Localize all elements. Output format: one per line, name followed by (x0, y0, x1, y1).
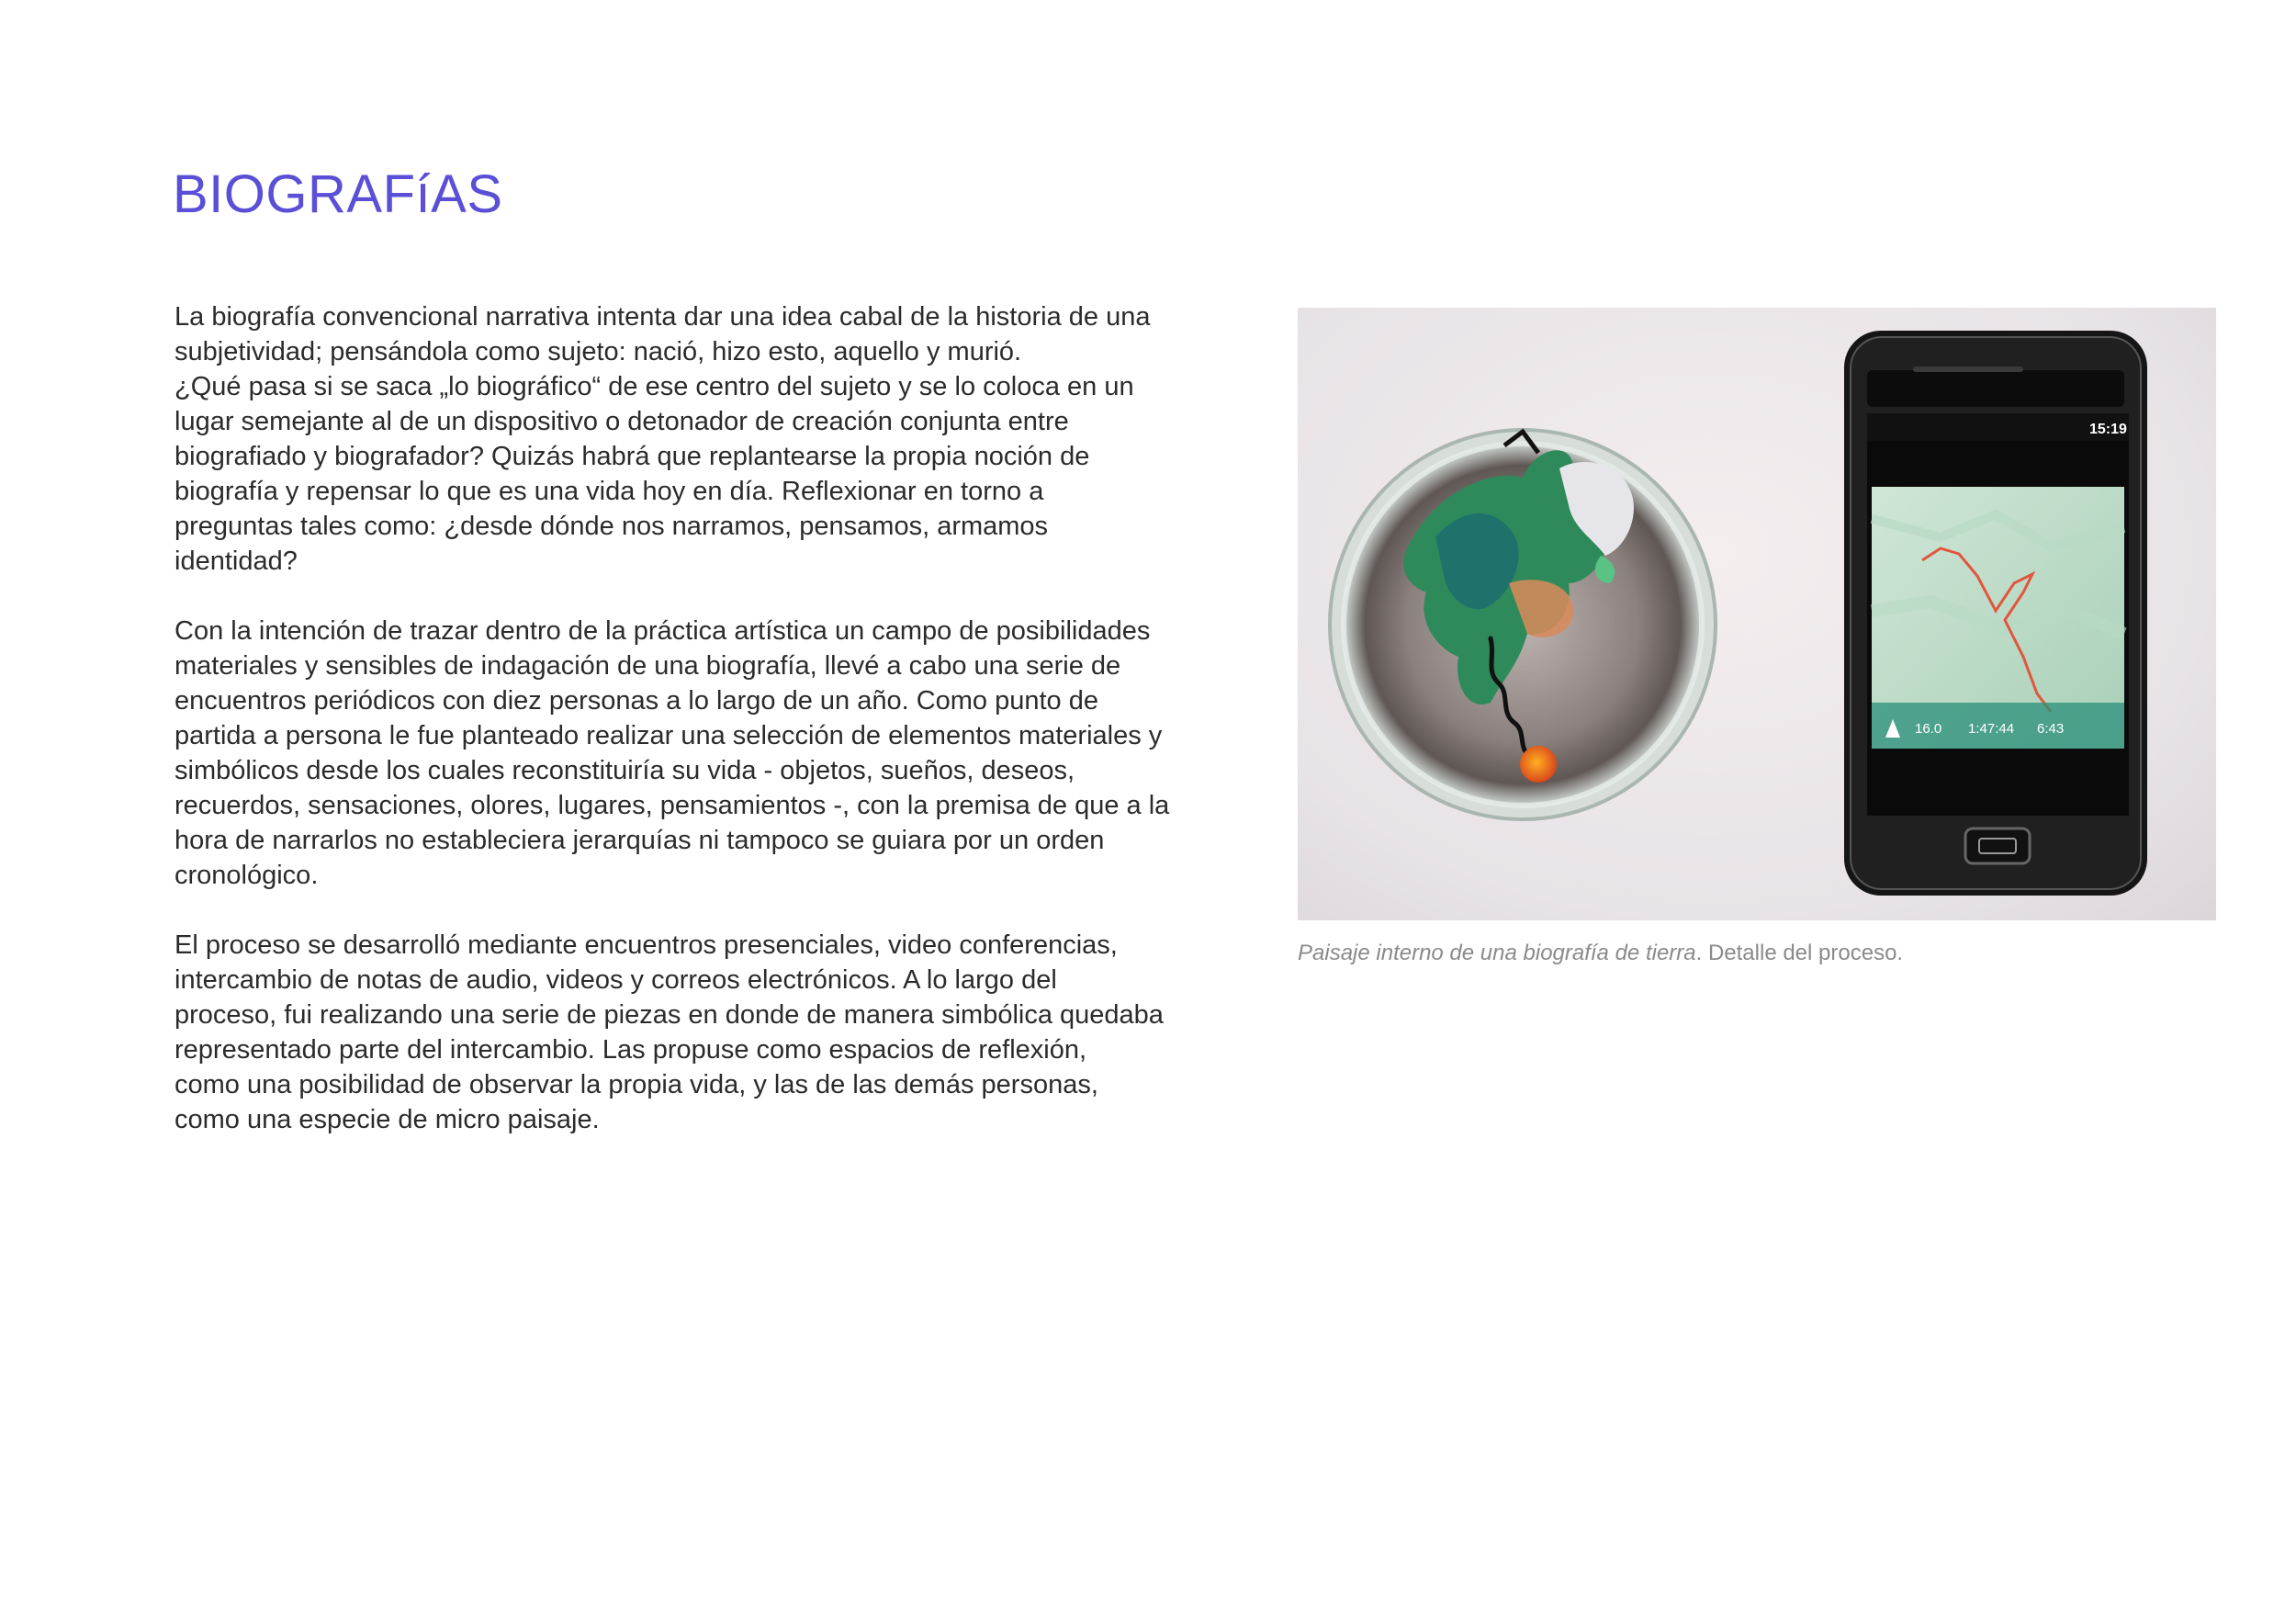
text-line: lugar semejante al de un dispositivo o detonador de creación conjunta entre (174, 407, 1069, 436)
paragraph-1 (174, 299, 1221, 579)
text-line: ¿Qué pasa si se saca „lo biográfico“ de ese centro del sujeto y se lo coloca en un (174, 372, 1134, 401)
paragraph-3 (174, 928, 1221, 1137)
phone-stat-pace: 6:43 (2037, 721, 2065, 737)
text-line: proceso, fui realizando una serie de piezas en donde de manera simbólica quedaba (174, 1000, 1164, 1030)
page-title: BIOGRAFíAS (173, 164, 503, 224)
text-line: Con la intención de trazar dentro de la práctica artística un campo de posibilidades (174, 616, 1151, 646)
text-line: biografía y repensar lo que es una vida hoy en día. Reflexionar en torno a (174, 477, 1044, 506)
text-line: encuentros periódicos con diez personas a lo largo de un año. Como punto de (174, 686, 1098, 716)
photo-illustration (1298, 308, 2216, 920)
artwork-photo (1298, 308, 2216, 920)
figure-caption (1298, 941, 1903, 966)
smartphone (1844, 331, 2147, 896)
text-line: identidad? (174, 547, 298, 576)
text-line: preguntas tales como: ¿desde dónde nos narramos, pensamos, armamos (174, 512, 1049, 541)
text-line: partida a persona le fue planteado realizar una selección de elementos materiales y (174, 721, 1163, 750)
text-line: cronológico. (174, 861, 319, 890)
text-line: intercambio de notas de audio, videos y correos electrónicos. A lo largo del (174, 965, 1057, 995)
text-line: como una posibilidad de observar la propia vida, y las de las demás personas, (174, 1070, 1098, 1099)
paragraph-2 (174, 614, 1221, 893)
text-line: recuerdos, sensaciones, olores, lugares, pensamientos -, con la premisa de que a la (174, 791, 1170, 820)
phone-stat-distance: 16.0 (1915, 721, 1942, 737)
text-line: hora de narrarlos no estableciera jerarquías ni tampoco se guiara por un orden (174, 826, 1105, 855)
text-line: biografiado y biografador? Quizás habrá que replantearse la propia noción de (174, 442, 1090, 471)
text-line: El proceso se desarrolló mediante encuentros presenciales, video conferencias, (174, 930, 1118, 960)
body-text (174, 299, 1221, 1172)
text-line: La biografía convencional narrativa intenta dar una idea cabal de la historia de una (174, 302, 1151, 332)
text-line: como una especie de micro paisaje. (174, 1105, 600, 1134)
text-line: materiales y sensibles de indagación de una biografía, llevé a cabo una serie de (174, 651, 1121, 681)
text-line: simbólicos desde los cuales reconstituiría su vida - objetos, sueños, deseos, (174, 756, 1075, 785)
text-line: representado parte del intercambio. Las propuse como espacios de reflexión, (174, 1035, 1087, 1065)
phone-stat-duration: 1:47:44 (1968, 721, 2015, 737)
phone-status-time: 15:19 (2089, 422, 2127, 437)
petri-dish (1330, 430, 1716, 819)
text-line: subjetividad; pensándola como sujeto: nació, hizo esto, aquello y murió. (174, 337, 1022, 366)
caption-detail: . Detalle del proceso. (1695, 941, 1904, 965)
caption-title: Paisaje interno de una biografía de tierra (1298, 941, 1696, 965)
